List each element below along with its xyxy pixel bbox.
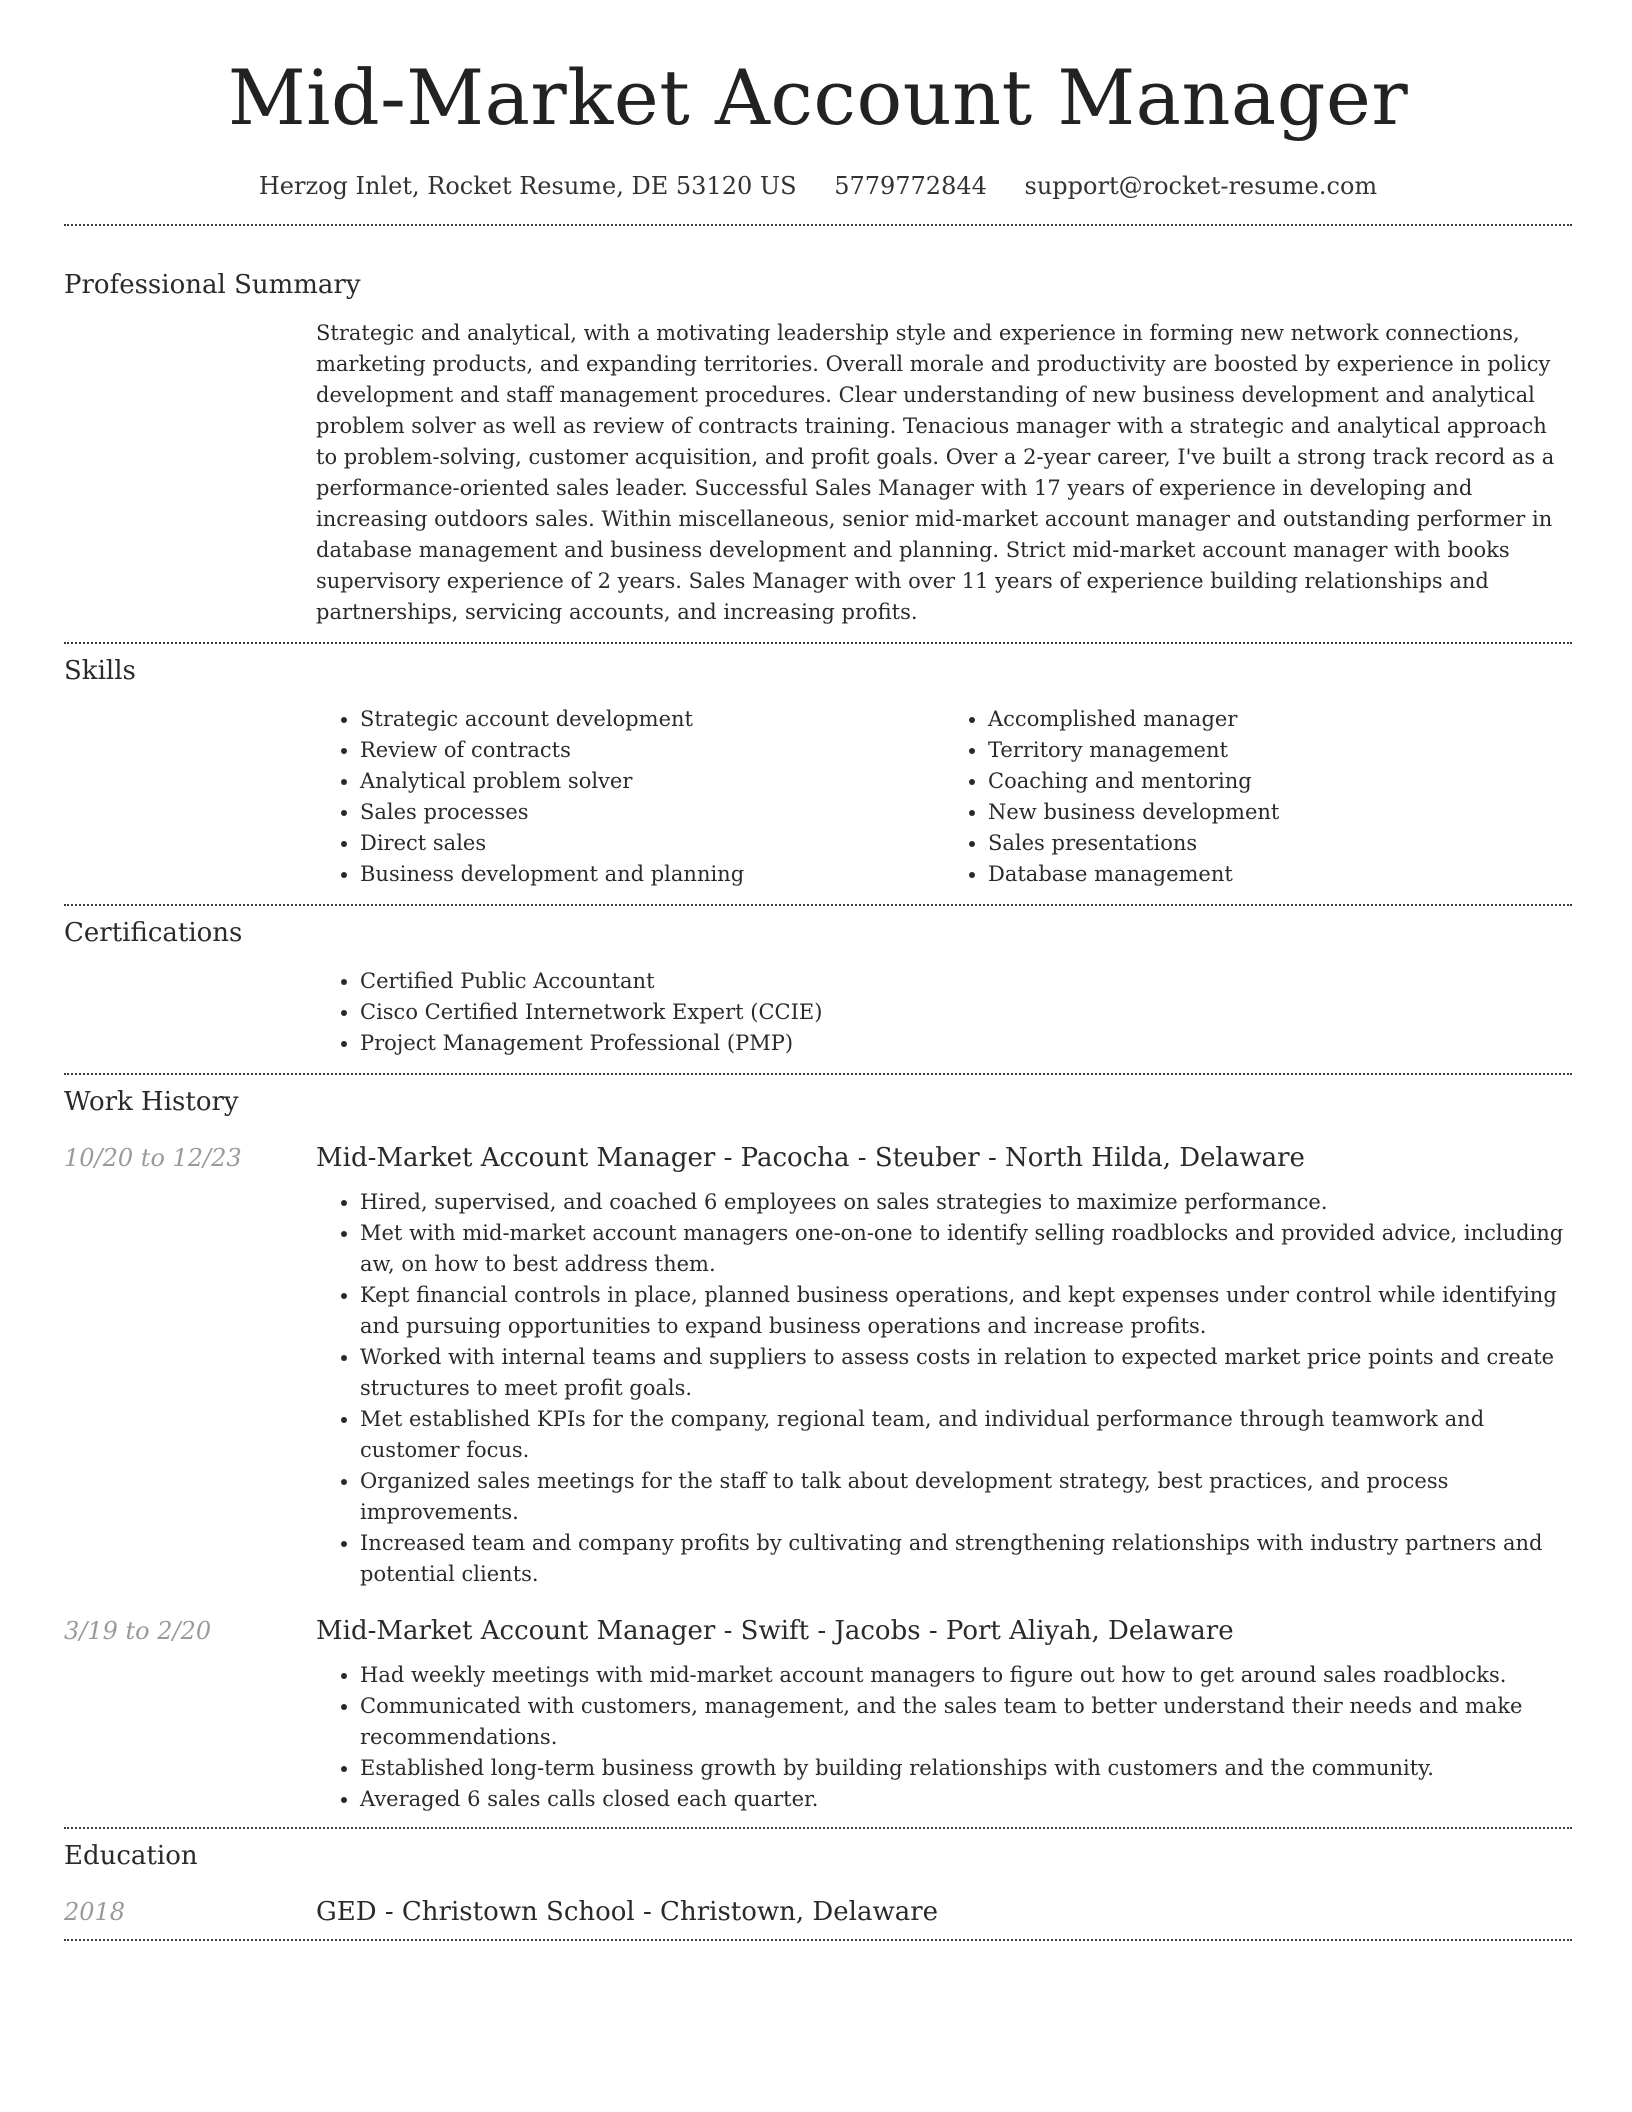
summary-text: Strategic and analytical, with a motivating leadership style and experience in forming new network connections, marketing products, and expanding territories. Overall morale and productivity are boosted by experience in policy development and staff management procedures. Clear understanding of new business development and analytical problem solver as well as review of contracts training. Tenacious manager with a strategic and analytical approach to problem-solving, customer acquisition, and profit goals. Over a 2-year career, I've built a strong track record as a performance-oriented sales leader. Successful Sales Manager with 17 years of experience in developing and increasing outdoors sales. Within miscellaneous, senior mid-market account manager and outstanding performer in database management and business development and planning. Strict mid-market account manager with books supervisory experience of 2 years. Sales Manager with over 11 years of experience building relationships and partnerships, servicing accounts, and increasing profits. <box>316 321 1555 624</box>
certification-item: • Certified Public Accountant <box>360 966 1572 997</box>
resume-page <box>64 0 1572 1941</box>
skills-list-left <box>316 704 944 890</box>
contact-email: support@rocket-resume.com <box>1024 172 1378 200</box>
divider <box>64 1073 1572 1075</box>
candidate-name: Mid-Market Account Manager <box>227 53 1409 142</box>
contact-line <box>64 170 1572 202</box>
divider <box>64 224 1572 226</box>
skill-item: • Database management <box>988 859 1572 890</box>
contact-phone: 5779772844 <box>834 172 987 200</box>
jobs-container <box>64 1143 1572 1815</box>
skill-item: • Accomplished manager <box>988 704 1572 735</box>
job-entry <box>64 1143 1572 1590</box>
job-title: Mid-Market Account Manager - Pacocha - Steuber - North Hilda, Delaware <box>316 1143 1305 1173</box>
job-bullet: • Had weekly meetings with mid-market account managers to figure out how to get around sales roadblocks. <box>360 1660 1572 1691</box>
job-bullet: • Increased team and company profits by cultivating and strengthening relationships with industry partners and potential clients. <box>360 1528 1572 1590</box>
job-header <box>64 1143 1572 1173</box>
divider <box>64 1939 1572 1941</box>
summary-section <box>64 268 1572 628</box>
certifications-title: Certifications <box>64 918 243 948</box>
skill-item: • Sales presentations <box>988 828 1572 859</box>
skills-section <box>64 654 1572 890</box>
job-header <box>64 1616 1572 1646</box>
certification-item: • Project Management Professional (PMP) <box>360 1028 1572 1059</box>
job-bullet: • Kept financial controls in place, planned business operations, and kept expenses under control while identifying and pursuing opportunities to expand business operations and increase profits. <box>360 1280 1572 1342</box>
divider <box>64 904 1572 906</box>
skills-list-right <box>944 704 1572 890</box>
contact-address: Herzog Inlet, Rocket Resume, DE 53120 US <box>258 172 797 200</box>
job-dates: 3/19 to 2/20 <box>64 1617 212 1645</box>
skill-item: • Review of contracts <box>360 735 944 766</box>
job-bullets <box>316 1187 1572 1590</box>
job-bullet: • Organized sales meetings for the staff to talk about development strategy, best practices, and process improvements. <box>360 1466 1572 1528</box>
skill-item: • Direct sales <box>360 828 944 859</box>
job-title: Mid-Market Account Manager - Swift - Jacobs - Port Aliyah, Delaware <box>316 1616 1234 1646</box>
education-detail: GED - Christown School - Christown, Delaware <box>316 1897 939 1927</box>
skill-item: • Sales processes <box>360 797 944 828</box>
job-bullet: • Met established KPIs for the company, regional team, and individual performance through teamwork and customer focus. <box>360 1404 1572 1466</box>
education-section <box>64 1839 1572 1927</box>
certification-item: • Cisco Certified Internetwork Expert (CCIE) <box>360 997 1572 1028</box>
job-bullet: • Met with mid-market account managers one-on-one to identify selling roadblocks and provided advice, including aw, on how to best address them. <box>360 1218 1572 1280</box>
job-bullet: • Hired, supervised, and coached 6 employees on sales strategies to maximize performance. <box>360 1187 1572 1218</box>
skill-item: • Territory management <box>988 735 1572 766</box>
job-dates: 10/20 to 12/23 <box>64 1144 242 1172</box>
skills-columns <box>316 704 1572 890</box>
skill-item: • Strategic account development <box>360 704 944 735</box>
skills-title: Skills <box>64 656 136 686</box>
job-bullets <box>316 1660 1572 1815</box>
skill-item: • Coaching and mentoring <box>988 766 1572 797</box>
education-year: 2018 <box>64 1898 126 1926</box>
work-title: Work History <box>64 1087 239 1117</box>
job-bullet: • Worked with internal teams and suppliers to assess costs in relation to expected market price points and create structures to meet profit goals. <box>360 1342 1572 1404</box>
job-bullet: • Communicated with customers, management, and the sales team to better understand their needs and make recommendations. <box>360 1691 1572 1753</box>
job-bullet: • Established long-term business growth by building relationships with customers and the community. <box>360 1753 1572 1784</box>
skill-item: • New business development <box>988 797 1572 828</box>
certifications-list <box>316 966 1572 1059</box>
summary-title: Professional Summary <box>64 270 361 300</box>
education-title: Education <box>64 1841 198 1871</box>
certifications-section <box>64 916 1572 1059</box>
job-bullet: • Averaged 6 sales calls closed each quarter. <box>360 1784 1572 1815</box>
work-section <box>64 1085 1572 1815</box>
skill-item: • Business development and planning <box>360 859 944 890</box>
job-entry <box>64 1616 1572 1815</box>
skill-item: • Analytical problem solver <box>360 766 944 797</box>
education-entry <box>64 1897 1572 1927</box>
divider <box>64 642 1572 644</box>
divider <box>64 1827 1572 1829</box>
